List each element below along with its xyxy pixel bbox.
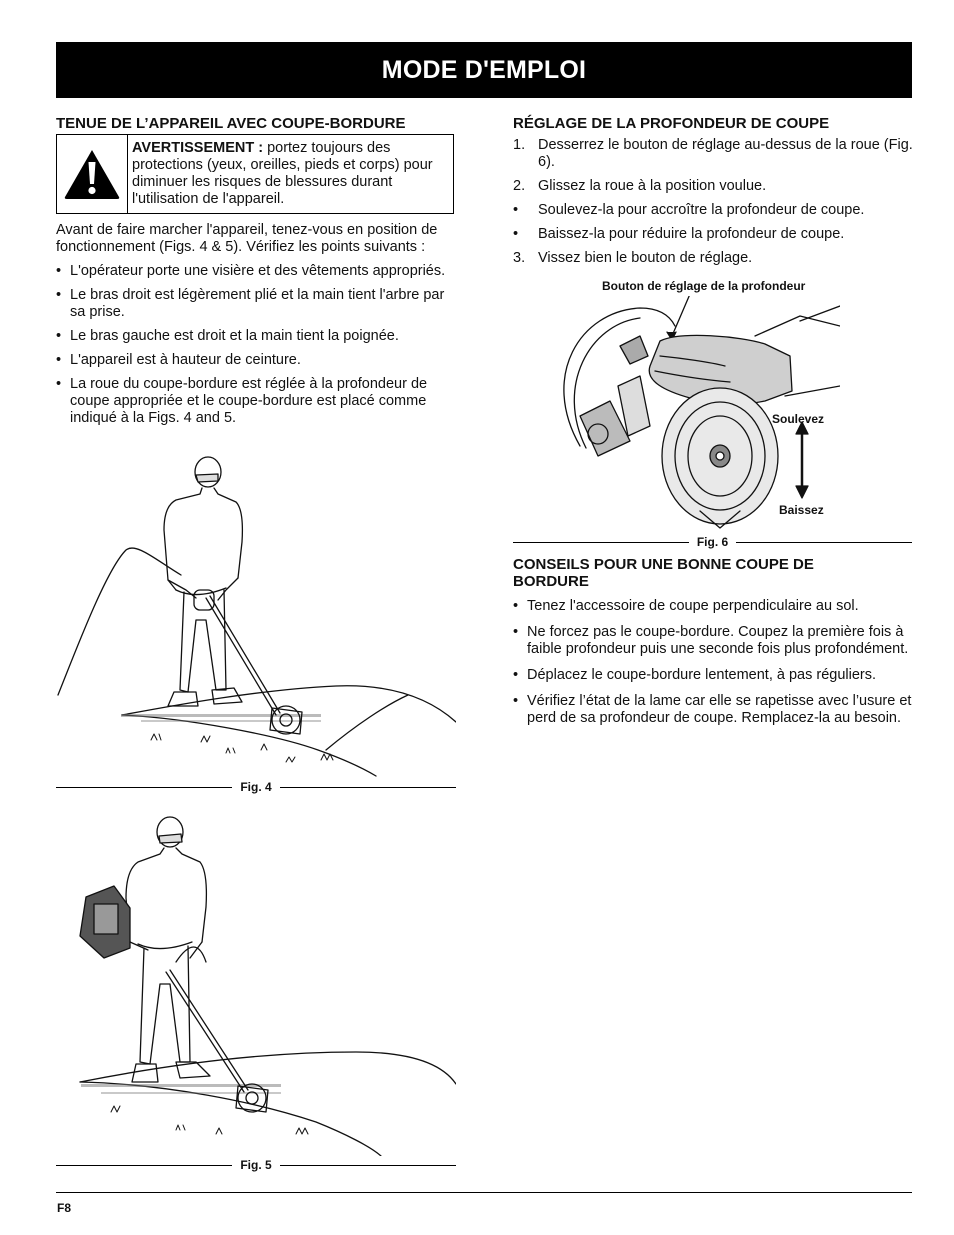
page-title-banner xyxy=(56,42,912,98)
warning-box xyxy=(56,134,454,214)
warning-text xyxy=(128,135,453,213)
list-item: • Déplacez le coupe-bordure lentement, à pas réguliers. xyxy=(513,667,877,683)
warning-label: AVERTISSEMENT : xyxy=(132,140,264,156)
section-heading-holding: TENUE DE L’APPAREIL AVEC COUPE-BORDURE xyxy=(56,115,406,132)
page-title: MODE D'EMPLOI xyxy=(381,55,587,84)
fig4-illustration xyxy=(56,450,456,780)
list-item: • La roue du coupe-bordure est réglée à la profondeur de coupe appropriée et le coupe-bordure est placé comme indiqué à la Figs. 4 and 5. xyxy=(56,376,428,426)
fig6-caption-row xyxy=(513,535,912,549)
list-item: • Vérifiez l’état de la lame car elle se rapetisse avec l’usure et perd de sa profondeur de coupe. Remplacez-la au besoin. xyxy=(513,693,912,726)
fig6-knob-label: Bouton de réglage de la profondeur xyxy=(602,279,806,293)
list-item: 3. Vissez bien le bouton de réglage. xyxy=(513,250,753,266)
fig5-caption-row xyxy=(56,1158,456,1172)
fig5-caption: Fig. 5 xyxy=(240,1158,272,1172)
list-item: • L'appareil est à hauteur de ceinture. xyxy=(56,352,301,368)
fig4-caption: Fig. 4 xyxy=(240,780,272,794)
section-heading-tips: CONSEILS POUR UNE BONNE COUPE DE BORDURE xyxy=(513,556,814,590)
section-heading-depth: RÉGLAGE DE LA PROFONDEUR DE COUPE xyxy=(513,115,830,132)
footer-rule xyxy=(56,1192,912,1193)
list-item: 1. Desserrez le bouton de réglage au-dessus de la roue (Fig. 6). xyxy=(513,137,913,170)
list-item: • Ne forcez pas le coupe-bordure. Coupez la première fois à faible profondeur puis une seconde fois plus profondément. xyxy=(513,624,909,657)
list-item: • L'opérateur porte une visière et des vêtements appropriés. xyxy=(56,263,446,279)
list-item: • Tenez l'accessoire de coupe perpendiculaire au sol. xyxy=(513,598,859,614)
checklist xyxy=(56,263,456,427)
fig5-illustration xyxy=(56,812,456,1156)
list-item: • Soulevez-la pour accroître la profondeur de coupe. xyxy=(513,202,865,218)
fig6-down-label: Baissez xyxy=(779,503,824,517)
fig6-caption: Fig. 6 xyxy=(696,535,729,549)
warning-icon xyxy=(57,135,128,213)
intro-paragraph: Avant de faire marcher l'appareil, tenez-vous en position de fonctionnement (Figs. 4 & 5). Vérifiez les points suivants : xyxy=(56,222,438,255)
fig6-up-label: Soulevez xyxy=(772,412,825,426)
list-item: • Le bras droit est légèrement plié et la main tient l'arbre par sa prise. xyxy=(56,287,445,320)
depth-steps xyxy=(513,137,913,267)
warning-body: portez toujours des protections (yeux, oreilles, pieds et corps) pour diminuer les risques de blessures durant l'utilisation de l'appareil. xyxy=(132,140,433,207)
list-item: • Le bras gauche est droit et la main tient la poignée. xyxy=(56,328,399,344)
page-number: F8 xyxy=(57,1201,72,1215)
fig4-caption-row xyxy=(56,780,456,794)
list-item: 2. Glissez la roue à la position voulue. xyxy=(513,178,767,194)
list-item: • Baissez-la pour réduire la profondeur de coupe. xyxy=(513,226,845,242)
tips-list xyxy=(513,598,913,727)
